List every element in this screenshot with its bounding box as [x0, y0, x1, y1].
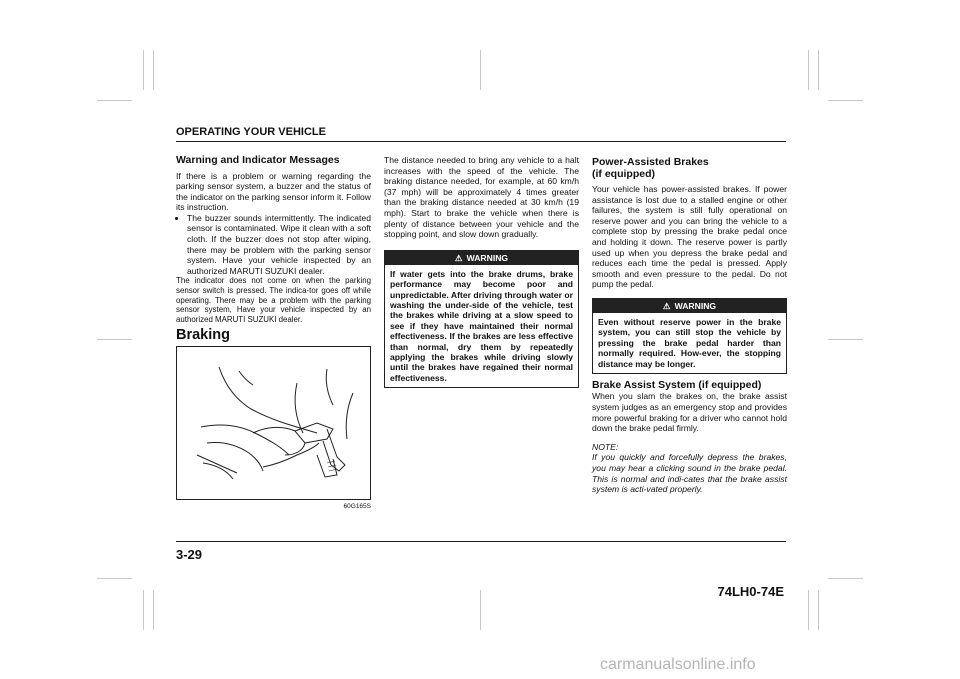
- crop-mark: [143, 590, 144, 630]
- brake-assist-paragraph: When you slam the brakes on, the brake assist system judges as an emergency stop and provides more powerful braking for a driver who cannot hold down the brake pedal firmly.: [592, 391, 787, 434]
- warning-header: [385, 251, 578, 265]
- crop-mark: [818, 50, 819, 90]
- figure-label: 60G165S: [343, 503, 371, 510]
- crop-mark: [808, 50, 809, 90]
- warning-text: Even without reserve power in the brake system, you can still stop the vehicle by pressing the brake pedal harder than normally required. How-ever, the stopping distance may be longer.: [598, 316, 781, 369]
- warning-header: [593, 299, 786, 313]
- header-divider: [176, 141, 786, 142]
- bullet-list: [176, 213, 371, 277]
- indicator-paragraph: The indicator does not come on when the parking sensor switch is pressed. The indica-tor goes off while operating. There may be a problem with the parking sensor system, Have your vehicle inspected by an authorized MARUTI SUZUKI dealer.: [176, 276, 371, 324]
- note-text: If you quickly and forcefully depress the brakes, you may hear a clicking sound in the brake pedal. This is normal and indi-cates that the brake assist system is acti-vated properly.: [592, 452, 787, 495]
- warning-triangle-icon: ⚠: [454, 252, 463, 263]
- warning-triangle-icon: ⚠: [662, 300, 671, 311]
- warning-messages-heading: Warning and Indicator Messages: [176, 154, 340, 166]
- warning-title: WARNING: [466, 252, 509, 263]
- crop-mark: [828, 100, 863, 101]
- power-brakes-heading-line2: (if equipped): [592, 167, 655, 180]
- crop-mark: [480, 50, 481, 90]
- warning-box-water: [384, 250, 579, 388]
- crop-mark: [480, 590, 481, 630]
- braking-heading: Braking: [176, 327, 230, 344]
- crop-mark: [153, 590, 154, 630]
- warning-title: WARNING: [674, 300, 717, 311]
- braking-distance-paragraph: The distance needed to bring any vehicle to a halt increases with the speed of the vehicle. The braking distance needed, for example, at 60 km/h (37 mph) will be approximately 4 times greater than the braking distance needed at 30 km/h (19 mph). Start to brake the vehicle when there is plenty of distance between your vehicle and the stopping point, and slow down gradually.: [384, 155, 579, 240]
- foot-on-pedal-drawing: [177, 347, 370, 499]
- column-right: [592, 155, 787, 495]
- warning-box-reserve-power: [592, 298, 787, 374]
- note-label: NOTE:: [592, 441, 619, 452]
- crop-mark: [97, 578, 132, 579]
- crop-mark: [818, 590, 819, 630]
- warning-text: If water gets into the brake drums, brake performance may become poor and unpredictable. After driving through water or washing the under-side of the vehicle, test the brakes while driving at a slow speed to see if they have maintained their normal effectiveness. If the brakes are less effective than normal, dry them by repeatedly applying the brakes while driving slowly until the brakes have regained their normal effectiveness.: [390, 268, 573, 383]
- document-code: 74LH0-74E: [717, 584, 784, 599]
- footer-divider: [176, 541, 786, 542]
- column-left: [176, 155, 371, 513]
- power-brakes-heading-line1: Power-Assisted Brakes: [592, 156, 709, 168]
- brake-pedal-illustration: [176, 346, 371, 500]
- crop-mark: [143, 50, 144, 90]
- power-brakes-heading: [592, 157, 787, 180]
- crop-mark: [153, 50, 154, 90]
- page-number: 3-29: [176, 547, 203, 562]
- bullet-buzzer: • The buzzer sounds intermittently. The indicated sensor is contaminated. Wipe it clean with a soft cloth. If the buzzer does not stop after wiping, there may be problem with the parking sensor system. Have your vehicle inspected by an authorized MARUTI SUZUKI dealer.: [187, 213, 371, 277]
- crop-mark: [808, 590, 809, 630]
- warning-messages-intro: If there is a problem or warning regarding the parking sensor system, a buzzer and the status of the indicator on the parking sensor inform it. Follow its instruction.: [176, 170, 371, 213]
- power-brakes-paragraph: Your vehicle has power-assisted brakes. If power assistance is lost due to a stalled engine or other failures, the system is still fully operational on reserve power and you can bring the vehicle to a complete stop by pressing the brake pedal once and holding it down. The reserve power is partly used up when you depress the brake pedal and reduces each time the pedal is pressed. Apply smooth and even pressure to the pedal. Do not pump the pedal.: [592, 184, 787, 290]
- crop-mark: [97, 100, 132, 101]
- crop-mark: [97, 339, 132, 340]
- brake-assist-heading: Brake Assist System (if equipped): [592, 378, 762, 391]
- crop-mark: [828, 578, 863, 579]
- crop-mark: [828, 339, 863, 340]
- column-middle: [384, 155, 579, 388]
- watermark: carmanualsonline.info: [600, 656, 756, 673]
- section-title: OPERATING YOUR VEHICLE: [176, 126, 326, 138]
